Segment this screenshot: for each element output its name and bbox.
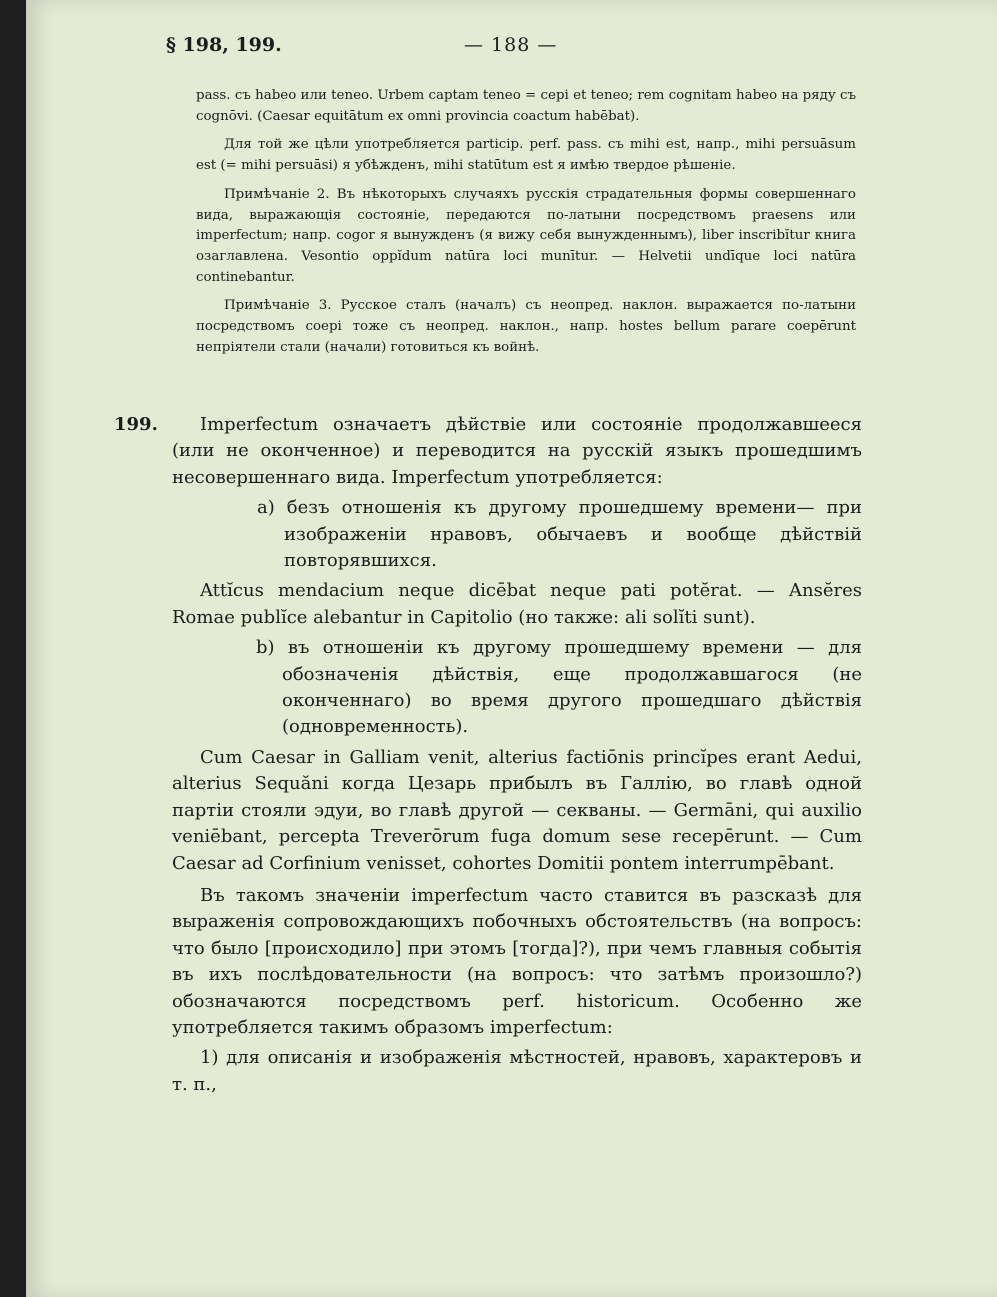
paragraph-narrative-use: Въ такомъ значеніи imperfectum часто ставится въ разсказѣ для выраженія сопровождающихъ побочныхъ обстоятельствъ (на вопросъ: что было [происходило] при этомъ [тогда]?), при чемъ главныя событія въ ихъ послѣдовательности (на вопросъ: что затѣмъ произошло?) обозначаются посредствомъ perf. historicum. Особенно же употребляется такимъ образомъ imperfectum: bbox=[172, 884, 862, 1038]
note-remark-3: Примѣчаніе 3. Русское сталъ (началъ) съ неопред. наклон. выражается по-латыни посредствомъ coepi тоже съ неопред. наклон., напр. hostes bellum parare coepērunt непріятели стали (начали) готовиться къ войнѣ. bbox=[196, 298, 856, 355]
note-remark-2: Примѣчаніе 2. Въ нѣкоторыхъ случаяхъ русскія страдательныя формы совершеннаго вида, выражающія состояніе, передаются по-латыни посредствомъ praesens или imperfectum; напр. cogor я вынужденъ (я вижу себя вынужденнымъ), liber inscribĭtur книга озаглавлена. Vesontio oppĭdum natūra loci munītur. — Helvetii undīque loci natūra continebantur. bbox=[196, 186, 856, 285]
example-b: Cum Caesar in Galliam venit, alterius factiōnis princĭpes erant Aedui, alterius Sequăni когда Цезарь прибылъ въ Галлію, во главѣ одной партіи стояли эдуи, во главѣ другой — секваны. — Germāni, qui auxilio veniēbant, percepta Treverōrum fuga domum sese recepērunt. — Cum Caesar ad Corfinium venisset, cohortes Domitii pontem interrumpēbant. bbox=[172, 746, 862, 874]
note-particip: Для той же цѣли употребляется particip. perf. pass. съ mihi est, напр., mihi persuāsum est (= mihi persuāsi) я убѣжденъ, mihi statūtum est я имѣю твердое рѣшеніе. bbox=[196, 137, 856, 174]
item-b: b) въ отношеніи къ другому прошедшему времени — для обозначенія дѣйствія, еще продолжавшагося (не оконченнаго) во время другого прошедшаго дѣйствія (одновременность). bbox=[256, 637, 862, 738]
item-a: a) безъ отношенія къ другому прошедшему времени— при изображеніи нравовъ, обычаевъ и вообще дѣйствій повторявшихся. bbox=[257, 497, 862, 572]
page-number: — 188 — bbox=[464, 34, 558, 56]
small-print-notes bbox=[196, 86, 856, 366]
paragraph-definition: Imperfectum означаетъ дѣйствіе или состояніе продолжавшееся (или не оконченное) и переводится на русскій языкъ прошедшимъ несовершеннаго вида. Imperfectum употребляется: bbox=[172, 414, 862, 488]
book-page bbox=[26, 0, 997, 1297]
section-range-header: § 198, 199. bbox=[166, 34, 282, 56]
note-continuation: pass. съ habeo или teneo. Urbem captam teneo = cepi et teneo; rem cognitam habeo на ряду съ cognōvi. (Caesar equitātum ex omni provincia coactum habēbat). bbox=[196, 88, 856, 124]
section-number: 199. bbox=[114, 414, 158, 435]
section-199 bbox=[114, 412, 862, 1098]
item-1: 1) для описанія и изображенія мѣстностей, нравовъ, характеровъ и т. п., bbox=[172, 1047, 862, 1095]
example-a: Attĭcus mendacium neque dicēbat neque pati potĕrat. — Ansĕres Romae publĭce alebantur in Capitolio (но также: ali solĭti sunt). bbox=[172, 580, 862, 628]
